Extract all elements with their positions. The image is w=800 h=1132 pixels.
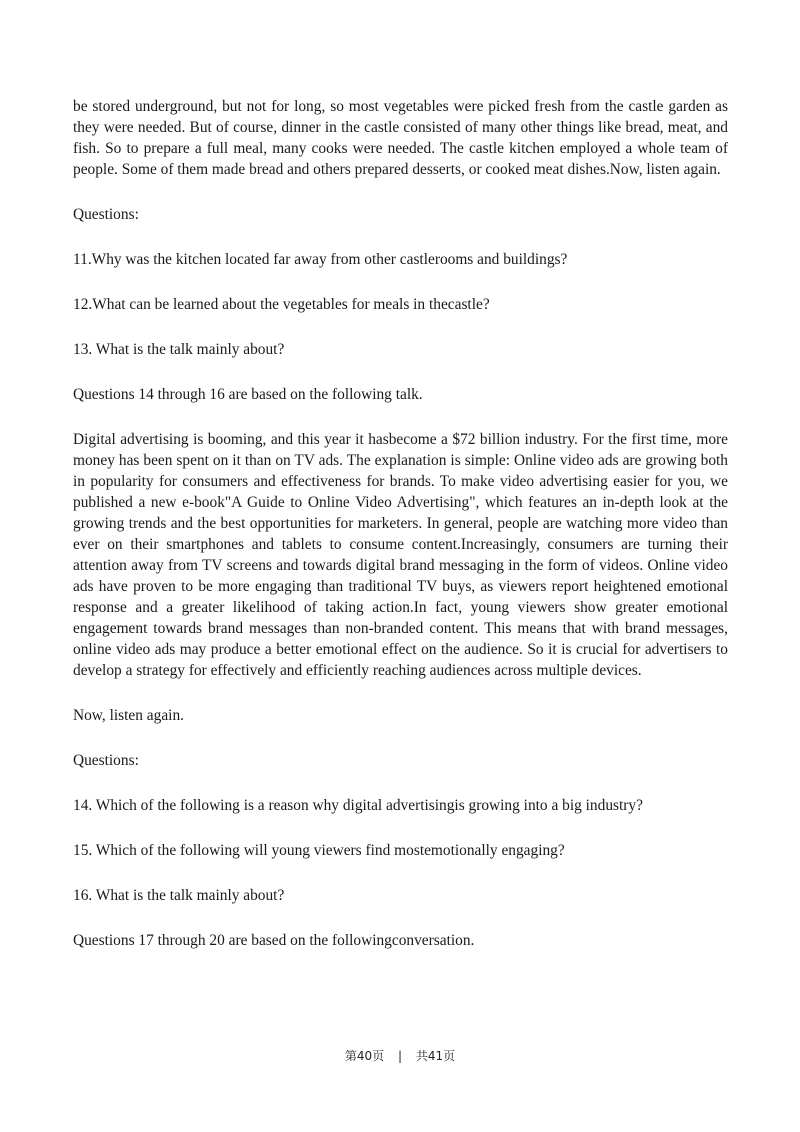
listen-again-text: Now, listen again. (73, 707, 184, 724)
passage-paragraph: be stored underground, but not for long, so most vegetables were picked fresh from the castle garden as they were needed. But of course, dinner in the castle consisted of many other things like bread, meat, and fish. So to prepare a full meal, many cooks were needed. The castle kitchen employed a whole team of people. Some of them made bread and others prepared desserts, or cooked meat dishes.Now, listen again. (73, 98, 728, 178)
document-body (73, 96, 728, 975)
footer-separator: | (397, 1049, 403, 1063)
question-15: 15. Which of the following will young viewers find mostemotionally engaging? (73, 842, 565, 859)
section-intro-14-16: Questions 14 through 16 are based on the following talk. (73, 386, 423, 403)
page-number: 第40页 (344, 1049, 385, 1063)
question-11: 11.Why was the kitchen located far away from other castlerooms and buildings? (73, 251, 568, 268)
questions-heading: Questions: (73, 752, 139, 769)
questions-heading: Questions: (73, 206, 139, 223)
section-intro-17-20: Questions 17 through 20 are based on the followingconversation. (73, 932, 475, 949)
page-total: 共41页 (415, 1049, 456, 1063)
question-16: 16. What is the talk mainly about? (73, 887, 285, 904)
question-14: 14. Which of the following is a reason why digital advertisingis growing into a big industry? (73, 797, 643, 814)
passage-paragraph-digital-advertising: Digital advertising is booming, and this year it hasbecome a $72 billion industry. For the first time, more money has been spent on it than on TV ads. The explanation is simple: Online video ads are growing both in popularity for consumers and effectiveness for brands. To make video advertising easier for you, we published a new e-book"A Guide to Online Video Advertising", which features an in-depth look at the growing trends and the best opportunities for marketers. In general, people are watching more video than ever on their smartphones and tablets to consume content.Increasingly, consumers are turning their attention away from TV screens and towards digital brand messaging in the form of videos. Online video ads have proven to be more engaging than traditional TV buys, as viewers report heightened emotional response and a greater likelihood of taking action.In fact, young viewers show greater emotional engagement towards brand messages than non-branded content. This means that with brand messages, online video ads may produce a better emotional effect on the audience. So it is crucial for advertisers to develop a strategy for effectively and efficiently reaching audiences across multiple devices. (73, 431, 728, 679)
question-12: 12.What can be learned about the vegetables for meals in thecastle? (73, 296, 490, 313)
page-footer (0, 1047, 800, 1064)
question-13: 13. What is the talk mainly about? (73, 341, 285, 358)
